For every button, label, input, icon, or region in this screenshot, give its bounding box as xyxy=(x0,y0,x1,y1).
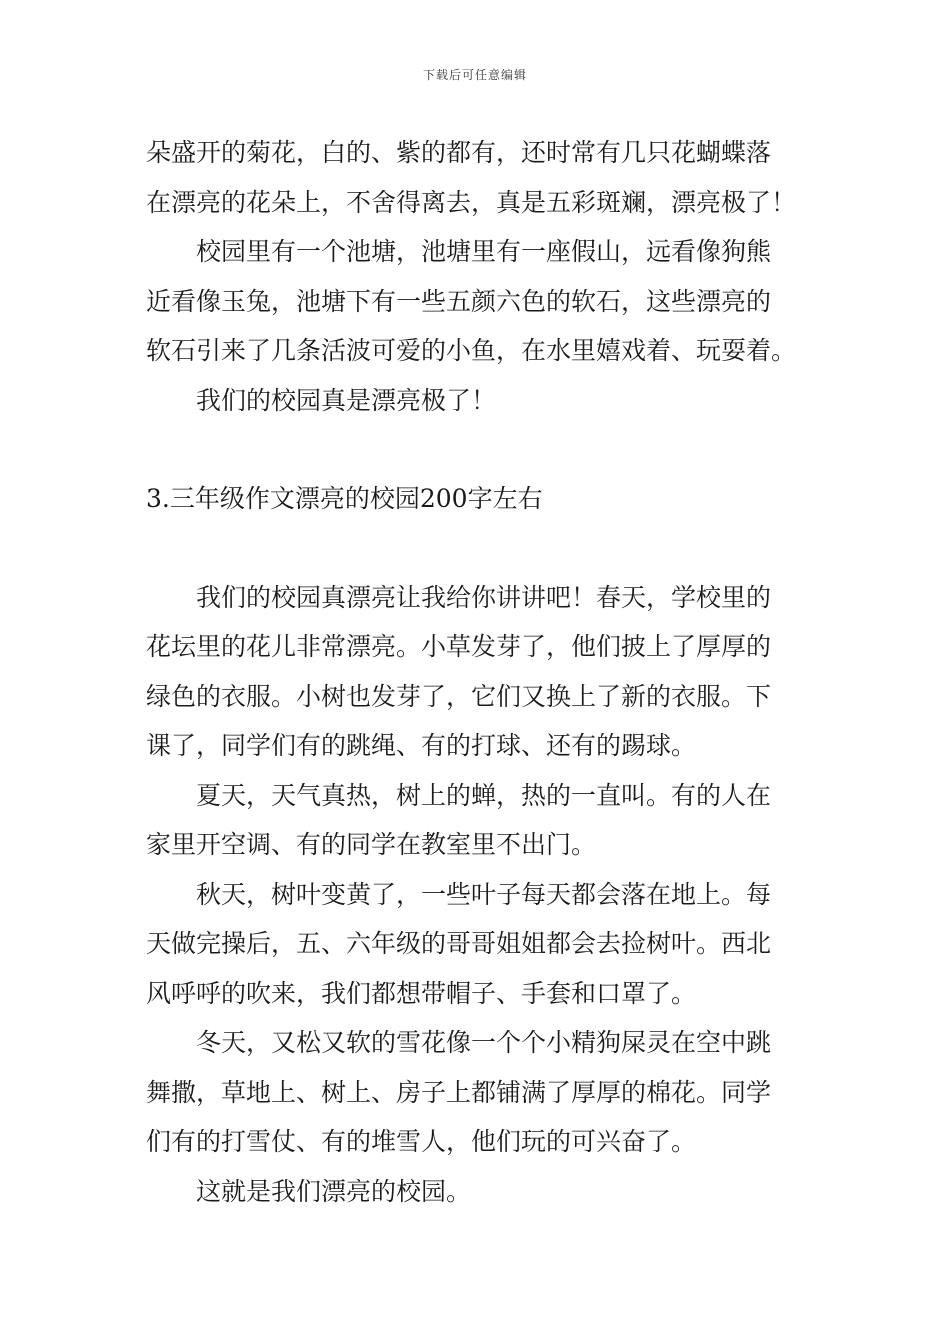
text-line: 天做完操后，五、六年级的哥哥姐姐都会去捡树叶。西北 xyxy=(146,929,772,958)
text-line: 校园里有一个池塘，池塘里有一座假山，远看像狗熊 xyxy=(196,237,772,266)
text-line: 家里开空调、有的同学在教室里不出门。 xyxy=(146,830,597,859)
text-line: 我们的校园真是漂亮极了！ xyxy=(196,385,497,415)
paragraph xyxy=(146,1018,818,1167)
text-line: 这就是我们漂亮的校园。 xyxy=(196,1176,472,1206)
section-heading: 3.三年级作文漂亮的校园200字左右 xyxy=(146,484,543,513)
page-header: 下载后可任意编辑 xyxy=(422,68,527,82)
paragraph xyxy=(146,1167,818,1217)
paragraph xyxy=(146,227,818,376)
document-body xyxy=(146,128,818,1216)
text-line: 近看像玉兔，池塘下有一些五颜六色的软石，这些漂亮的 xyxy=(146,286,772,316)
paragraph xyxy=(146,771,818,870)
paragraph xyxy=(146,128,818,227)
text-line: 花坛里的花儿非常漂亮。小草发芽了，他们披上了厚厚的 xyxy=(146,632,772,661)
text-line: 在漂亮的花朵上，不舍得离去，真是五彩斑斓，漂亮极了！ xyxy=(146,187,797,217)
text-line: 秋天，树叶变黄了，一些叶子每天都会落在地上。每 xyxy=(196,879,772,909)
paragraph xyxy=(146,376,818,426)
text-line: 课了，同学们有的跳绳、有的打球、还有的踢球。 xyxy=(146,731,697,760)
paragraph xyxy=(146,573,818,771)
text-line: 我们的校园真漂亮让我给你讲讲吧！春天，学校里的 xyxy=(196,582,772,612)
text-line: 夏天，天气真热，树上的蝉，热的一直叫。有的人在 xyxy=(196,780,772,810)
paragraph xyxy=(146,870,818,1019)
text-line: 风呼呼的吹来，我们都想带帽子、手套和口罩了。 xyxy=(146,978,697,1008)
text-line: 们有的打雪仗、有的堆雪人，他们玩的可兴奋了。 xyxy=(146,1127,697,1156)
text-line: 绿色的衣服。小树也发芽了，它们又换上了新的衣服。下 xyxy=(146,681,772,711)
text-line: 冬天，又松又软的雪花像一个个小精狗屎灵在空中跳 xyxy=(196,1028,772,1057)
text-line: 舞撒，草地上、树上、房子上都铺满了厚厚的棉花。同学 xyxy=(146,1077,772,1107)
text-line: 软石引来了几条活波可爱的小鱼，在水里嬉戏着、玩耍着。 xyxy=(146,336,797,365)
text-line: 朵盛开的菊花，白的、紫的都有，还时常有几只花蝴蝶落 xyxy=(146,138,772,167)
